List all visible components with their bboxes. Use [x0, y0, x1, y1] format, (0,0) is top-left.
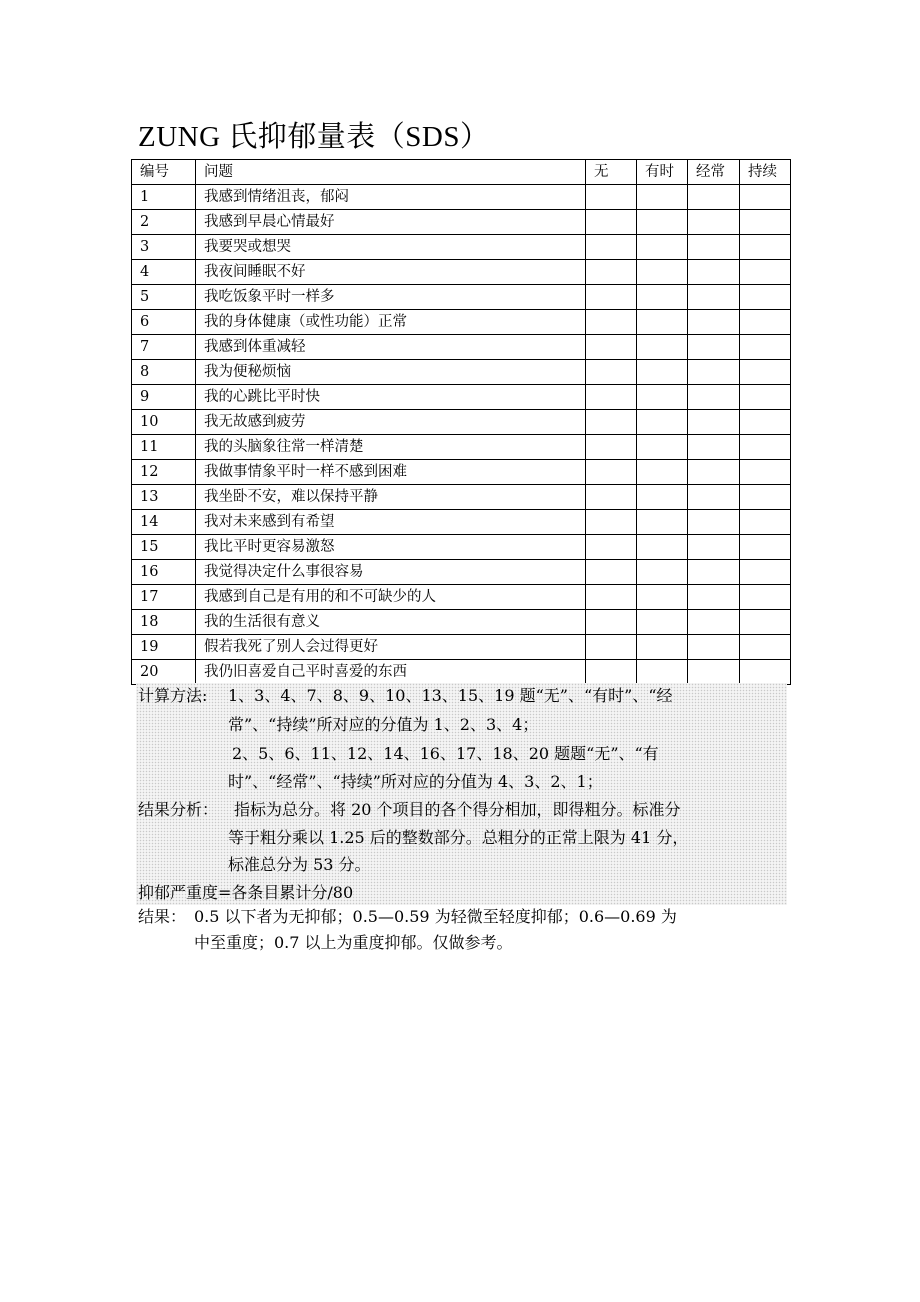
table-row	[132, 510, 791, 535]
result-analysis-line-1: 指标为总分。将 20 个项目的各个得分相加，即得粗分。标准分	[234, 800, 681, 819]
item-question: 我感到早晨心情最好	[196, 210, 586, 235]
item-question: 我对未来感到有希望	[196, 510, 586, 535]
item-question: 我比平时更容易激怒	[196, 535, 586, 560]
table-header-row	[132, 160, 791, 185]
answer-cell-often[interactable]	[688, 335, 740, 360]
answer-cell-always[interactable]	[740, 560, 791, 585]
header-sometimes: 有时	[637, 160, 688, 185]
answer-cell-sometimes[interactable]	[637, 660, 688, 685]
answer-cell-always[interactable]	[740, 260, 791, 285]
item-number: 14	[132, 510, 196, 535]
answer-cell-sometimes[interactable]	[637, 410, 688, 435]
result-label: 结果：	[138, 907, 187, 926]
answer-cell-sometimes[interactable]	[637, 235, 688, 260]
answer-cell-none[interactable]	[586, 435, 637, 460]
answer-cell-none[interactable]	[586, 535, 637, 560]
answer-cell-none[interactable]	[586, 560, 637, 585]
result-analysis-line-3: 标准总分为 53 分。	[228, 855, 371, 874]
answer-cell-often[interactable]	[688, 435, 740, 460]
answer-cell-none[interactable]	[586, 310, 637, 335]
answer-cell-always[interactable]	[740, 235, 791, 260]
answer-cell-sometimes[interactable]	[637, 510, 688, 535]
answer-cell-always[interactable]	[740, 610, 791, 635]
answer-cell-always[interactable]	[740, 360, 791, 385]
answer-cell-sometimes[interactable]	[637, 185, 688, 210]
answer-cell-always[interactable]	[740, 210, 791, 235]
answer-cell-sometimes[interactable]	[637, 535, 688, 560]
result-analysis-label: 结果分析：	[138, 800, 219, 819]
answer-cell-always[interactable]	[740, 185, 791, 210]
answer-cell-none[interactable]	[586, 385, 637, 410]
answer-cell-often[interactable]	[688, 635, 740, 660]
item-number: 2	[132, 210, 196, 235]
item-question: 我感到情绪沮丧，郁闷	[196, 185, 586, 210]
answer-cell-sometimes[interactable]	[637, 560, 688, 585]
answer-cell-often[interactable]	[688, 385, 740, 410]
table-row	[132, 310, 791, 335]
item-number: 17	[132, 585, 196, 610]
item-number: 16	[132, 560, 196, 585]
item-number: 12	[132, 460, 196, 485]
table-row	[132, 610, 791, 635]
header-none: 无	[586, 160, 637, 185]
answer-cell-often[interactable]	[688, 310, 740, 335]
item-question: 我感到体重减轻	[196, 335, 586, 360]
answer-cell-sometimes[interactable]	[637, 310, 688, 335]
answer-cell-none[interactable]	[586, 410, 637, 435]
answer-cell-often[interactable]	[688, 260, 740, 285]
calc-method-label: 计算方法:	[138, 686, 208, 705]
table-row	[132, 535, 791, 560]
answer-cell-often[interactable]	[688, 185, 740, 210]
result-line-2: 中至重度；0.7 以上为重度抑郁。仅做参考。	[194, 933, 513, 952]
header-often: 经常	[688, 160, 740, 185]
answer-cell-none[interactable]	[586, 610, 637, 635]
answer-cell-always[interactable]	[740, 285, 791, 310]
table-row	[132, 185, 791, 210]
calc-method-line-4: 时”、“经常”、“持续”所对应的分值为 4、3、2、1；	[228, 772, 603, 791]
answer-cell-always[interactable]	[740, 460, 791, 485]
answer-cell-always[interactable]	[740, 535, 791, 560]
item-question: 我感到自己是有用的和不可缺少的人	[196, 585, 586, 610]
answer-cell-none[interactable]	[586, 635, 637, 660]
table-row	[132, 360, 791, 385]
answer-cell-none[interactable]	[586, 235, 637, 260]
item-number: 5	[132, 285, 196, 310]
table-row	[132, 460, 791, 485]
answer-cell-sometimes[interactable]	[637, 210, 688, 235]
calc-method-line-3: 2、5、6、11、12、14、16、17、18、20 题题“无”、“有	[232, 744, 659, 763]
item-question: 我的生活很有意义	[196, 610, 586, 635]
item-number: 7	[132, 335, 196, 360]
answer-cell-sometimes[interactable]	[637, 635, 688, 660]
item-number: 6	[132, 310, 196, 335]
answer-cell-sometimes[interactable]	[637, 585, 688, 610]
answer-cell-none[interactable]	[586, 585, 637, 610]
table-row	[132, 210, 791, 235]
answer-cell-always[interactable]	[740, 410, 791, 435]
answer-cell-sometimes[interactable]	[637, 260, 688, 285]
answer-cell-sometimes[interactable]	[637, 385, 688, 410]
answer-cell-none[interactable]	[586, 260, 637, 285]
item-question: 我夜间睡眠不好	[196, 260, 586, 285]
answer-cell-often[interactable]	[688, 285, 740, 310]
header-always: 持续	[740, 160, 791, 185]
answer-cell-often[interactable]	[688, 210, 740, 235]
header-question: 问题	[196, 160, 586, 185]
answer-cell-sometimes[interactable]	[637, 360, 688, 385]
item-question: 我做事情象平时一样不感到困难	[196, 460, 586, 485]
answer-cell-always[interactable]	[740, 335, 791, 360]
answer-cell-sometimes[interactable]	[637, 460, 688, 485]
table-row	[132, 560, 791, 585]
item-question: 我仍旧喜爱自己平时喜爱的东西	[196, 660, 586, 685]
item-number: 11	[132, 435, 196, 460]
item-question: 我无故感到疲劳	[196, 410, 586, 435]
answer-cell-often[interactable]	[688, 235, 740, 260]
answer-cell-sometimes[interactable]	[637, 485, 688, 510]
answer-cell-none[interactable]	[586, 660, 637, 685]
answer-cell-often[interactable]	[688, 585, 740, 610]
table-row	[132, 335, 791, 360]
answer-cell-often[interactable]	[688, 460, 740, 485]
answer-cell-sometimes[interactable]	[637, 435, 688, 460]
table-row	[132, 635, 791, 660]
sds-questionnaire-table	[131, 159, 791, 685]
answer-cell-none[interactable]	[586, 485, 637, 510]
table-row	[132, 485, 791, 510]
answer-cell-always[interactable]	[740, 635, 791, 660]
answer-cell-often[interactable]	[688, 360, 740, 385]
answer-cell-often[interactable]	[688, 485, 740, 510]
answer-cell-none[interactable]	[586, 460, 637, 485]
answer-cell-none[interactable]	[586, 360, 637, 385]
answer-cell-none[interactable]	[586, 510, 637, 535]
item-number: 13	[132, 485, 196, 510]
item-question: 我的身体健康（或性功能）正常	[196, 310, 586, 335]
table-row	[132, 435, 791, 460]
table-row	[132, 260, 791, 285]
answer-cell-none[interactable]	[586, 335, 637, 360]
answer-cell-often[interactable]	[688, 610, 740, 635]
result-analysis-line-2: 等于粗分乘以 1.25 后的整数部分。总粗分的正常上限为 41 分，	[228, 828, 689, 847]
answer-cell-sometimes[interactable]	[637, 610, 688, 635]
result-line-1: 0.5 以下者为无抑郁；0.5—0.59 为轻微至轻度抑郁；0.6—0.69 为	[194, 907, 677, 926]
item-question: 我坐卧不安，难以保持平静	[196, 485, 586, 510]
answer-cell-always[interactable]	[740, 660, 791, 685]
item-number: 10	[132, 410, 196, 435]
header-number: 编号	[132, 160, 196, 185]
calc-method-line-1: 1、3、4、7、8、9、10、13、15、19 题“无”、“有时”、“经	[228, 686, 673, 705]
page-title: ZUNG 氏抑郁量表（SDS）	[138, 121, 490, 153]
item-question: 我的头脑象往常一样清楚	[196, 435, 586, 460]
table-row	[132, 235, 791, 260]
answer-cell-often[interactable]	[688, 535, 740, 560]
item-number: 8	[132, 360, 196, 385]
answer-cell-often[interactable]	[688, 660, 740, 685]
table-row	[132, 410, 791, 435]
item-question: 我吃饭象平时一样多	[196, 285, 586, 310]
item-question: 假若我死了别人会过得更好	[196, 635, 586, 660]
item-number: 15	[132, 535, 196, 560]
answer-cell-always[interactable]	[740, 585, 791, 610]
item-question: 我的心跳比平时快	[196, 385, 586, 410]
item-question: 我为便秘烦恼	[196, 360, 586, 385]
answer-cell-always[interactable]	[740, 485, 791, 510]
calc-method-line-2: 常”、“持续”所对应的分值为 1、2、3、4；	[228, 715, 539, 734]
answer-cell-sometimes[interactable]	[637, 335, 688, 360]
answer-cell-none[interactable]	[586, 285, 637, 310]
answer-cell-often[interactable]	[688, 410, 740, 435]
item-number: 19	[132, 635, 196, 660]
answer-cell-often[interactable]	[688, 560, 740, 585]
table-row	[132, 585, 791, 610]
answer-cell-none[interactable]	[586, 185, 637, 210]
item-number: 18	[132, 610, 196, 635]
table-row	[132, 285, 791, 310]
item-number: 9	[132, 385, 196, 410]
item-number: 1	[132, 185, 196, 210]
answer-cell-always[interactable]	[740, 510, 791, 535]
answer-cell-always[interactable]	[740, 385, 791, 410]
severity-formula: 抑郁严重度=各条目累计分/80	[138, 883, 354, 902]
table-row	[132, 385, 791, 410]
answer-cell-none[interactable]	[586, 210, 637, 235]
answer-cell-often[interactable]	[688, 510, 740, 535]
item-question: 我觉得决定什么事很容易	[196, 560, 586, 585]
item-number: 3	[132, 235, 196, 260]
item-number: 20	[132, 660, 196, 685]
item-number: 4	[132, 260, 196, 285]
item-question: 我要哭或想哭	[196, 235, 586, 260]
answer-cell-sometimes[interactable]	[637, 285, 688, 310]
table-row	[132, 660, 791, 685]
answer-cell-always[interactable]	[740, 310, 791, 335]
answer-cell-always[interactable]	[740, 435, 791, 460]
